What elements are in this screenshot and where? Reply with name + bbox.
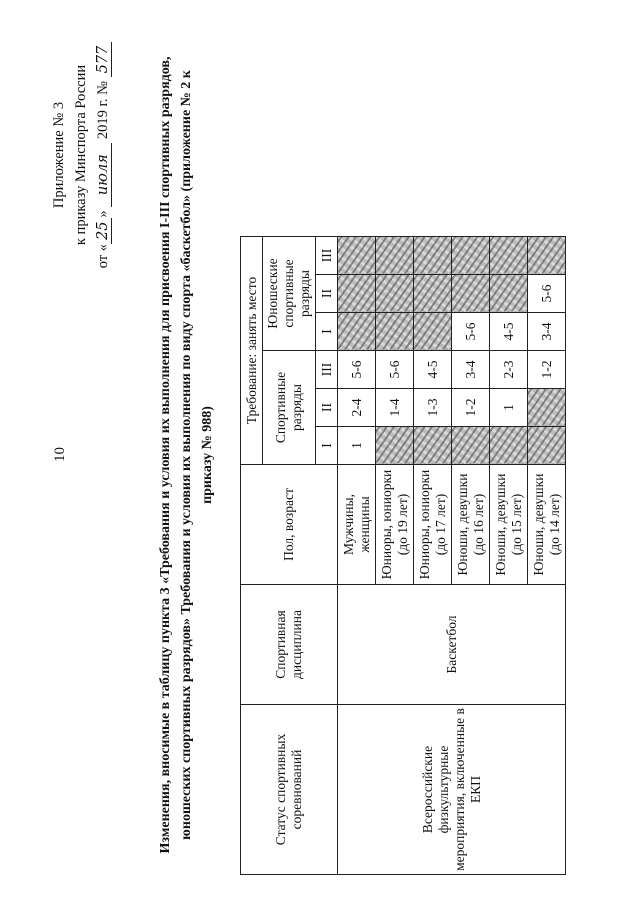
shaded-cell [414,427,452,465]
place-cell: 5-6 [338,351,376,389]
sex-age-cell: Мужчины, женщины [338,465,376,585]
header-youth-ranks: Юношеские спортивные разряды [263,237,316,351]
shaded-cell [490,237,528,275]
requirements-table [240,236,566,875]
shaded-cell [528,389,566,427]
place-cell: 5-6 [452,313,490,351]
page-number: 10 [52,447,68,462]
shaded-cell [490,427,528,465]
place-cell: 2-4 [338,389,376,427]
shaded-cell [414,237,452,275]
header-status: Статус спортивных соревнований [241,705,338,875]
appendix-block [48,5,114,305]
shaded-cell [414,313,452,351]
shaded-cell [338,313,376,351]
shaded-cell [528,427,566,465]
appendix-number: Приложение № 3 [51,101,67,209]
shaded-cell [528,237,566,275]
shaded-cell [376,275,414,313]
shaded-cell [376,313,414,351]
place-cell: 1 [490,389,528,427]
place-cell: 5-6 [528,275,566,313]
table-row [338,237,376,875]
header-discipline: Спортивная дисциплина [241,585,338,705]
place-cell: 1-4 [376,389,414,427]
place-cell: 1-3 [414,389,452,427]
header-rank-label: II [316,389,338,427]
shaded-cell [452,237,490,275]
shaded-cell [338,237,376,275]
shaded-cell [490,275,528,313]
shaded-cell [338,275,376,313]
place-cell: 3-4 [452,351,490,389]
discipline-cell: Баскетбол [338,585,566,705]
place-cell: 2-3 [490,351,528,389]
header-rank-label: I [316,427,338,465]
sex-age-cell: Юниоры, юниорки (до 19 лет) [376,465,414,585]
header-sex-age: Пол, возраст [241,465,338,585]
place-cell: 4-5 [490,313,528,351]
place-cell: 1 [338,427,376,465]
date-year: 2019 г. № [95,81,111,140]
appendix-order-ref: к приказу Минспорта России [73,64,89,246]
sex-age-cell: Юноши, девушки (до 14 лет) [528,465,566,585]
header-rank-label: III [316,237,338,275]
shaded-cell [452,275,490,313]
sex-age-cell: Юноши, девушки (до 15 лет) [490,465,528,585]
shaded-cell [452,427,490,465]
place-cell: 5-6 [376,351,414,389]
header-rank-label: II [316,275,338,313]
status-cell: Всероссийские физкультурные мероприятия, включенные в ЕКП [338,705,566,875]
date-day: 25 [95,218,112,244]
place-cell: 1-2 [452,389,490,427]
header-rank-label: III [316,351,338,389]
shaded-cell [376,427,414,465]
place-cell: 3-4 [528,313,566,351]
place-cell: 4-5 [414,351,452,389]
date-prefix: от « [95,244,111,269]
date-mid: » [95,210,111,218]
order-number: 577 [95,42,112,78]
document-title: Изменения, вносимые в таблицу пункта 3 «Требования и условия их выполнения для присвоения I-III спортивных разрядов, юношеских спортивных разрядов» Требования и условия их выполнения по виду спорта «баскетбол» (приложение № 2 к приказу № 988) [158,56,215,854]
date-month: июля [95,143,112,207]
sex-age-cell: Юниоры, юниорки (до 17 лет) [414,465,452,585]
header-sport-ranks: Спортивные разряды [263,351,316,465]
sex-age-cell: Юноши, девушки (до 16 лет) [452,465,490,585]
header-rank-label: I [316,313,338,351]
header-requirement: Требование: занять место [241,237,263,465]
shaded-cell [376,237,414,275]
shaded-cell [414,275,452,313]
place-cell: 1-2 [528,351,566,389]
appendix-date-line [92,5,114,305]
